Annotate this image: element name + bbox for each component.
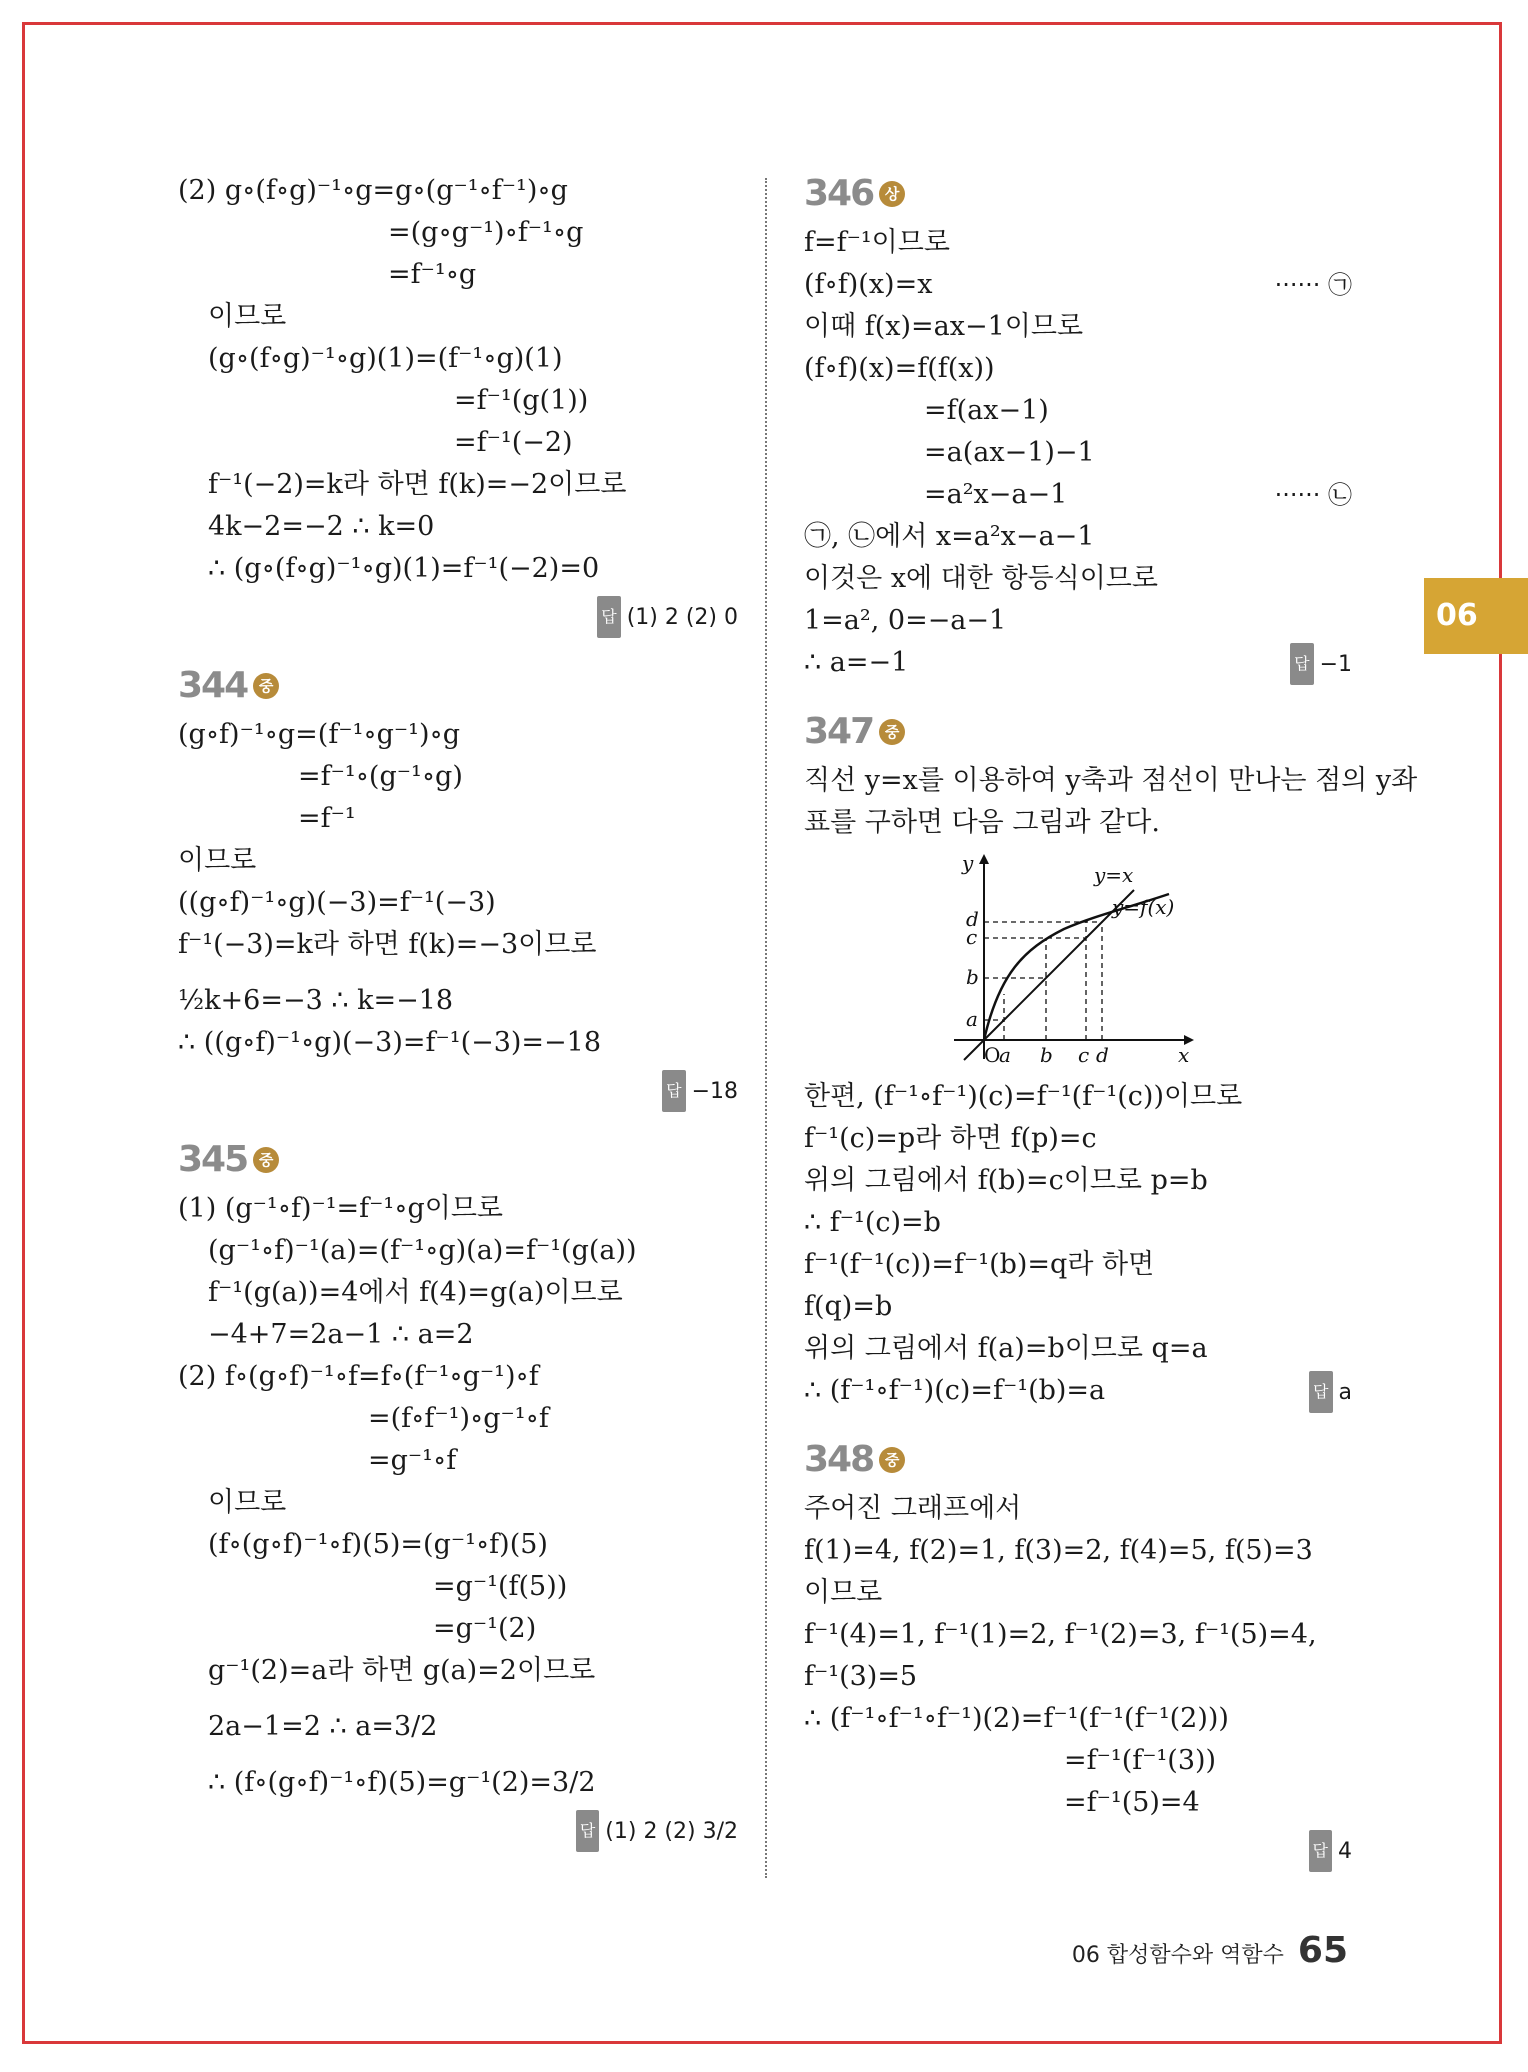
curve-label: y=f(x) <box>1112 895 1175 919</box>
solution-line: f⁻¹(g(a))=4에서 f(4)=g(a)이므로 <box>208 1277 623 1308</box>
solution-line: 직선 y=x를 이용하여 y축과 점선이 만나는 점의 y좌 <box>804 765 1418 796</box>
answer-343: 답 (1) 2 (2) 0 <box>178 596 738 638</box>
equation-mark: ······ ㉡ <box>1274 481 1352 509</box>
solution-line: (g∘(f∘g)⁻¹∘g)(1)=(f⁻¹∘g)(1) <box>208 343 563 374</box>
solution-line: f⁻¹(f⁻¹(c))=f⁻¹(b)=q라 하면 <box>804 1249 1155 1280</box>
chapter-title: 06 합성함수와 역함수 <box>1071 1943 1284 1968</box>
solution-line: =f⁻¹(5)=4 <box>1064 1787 1200 1818</box>
level-badge: 중 <box>879 1447 905 1473</box>
problem-number-348: 348 중 <box>804 1436 1352 1484</box>
solution-line: ∴ (f∘(g∘f)⁻¹∘f)(5)=g⁻¹(2)=3/2 <box>208 1767 596 1798</box>
solution-line: 이때 f(x)=ax−1이므로 <box>804 311 1084 342</box>
solution-line: =g⁻¹∘f <box>368 1445 457 1476</box>
answer-tag: 답 <box>1309 1830 1332 1872</box>
page-number: 65 <box>1297 1930 1348 1971</box>
solution-line: 이므로 <box>208 301 287 332</box>
y-axis-label: y <box>962 854 974 875</box>
solution-line: ½k+6=−3 ∴ k=−18 <box>178 985 454 1016</box>
solution-line: =g⁻¹(2) <box>433 1613 537 1644</box>
problem-number-344: 344 중 <box>178 662 738 710</box>
level-badge: 상 <box>879 181 905 207</box>
solution-line: =f⁻¹(g(1)) <box>454 385 589 416</box>
solution-line: f⁻¹(3)=5 <box>804 1661 918 1692</box>
chapter-tab[interactable]: 06 <box>1424 578 1528 654</box>
solution-line: g⁻¹(2)=a라 하면 g(a)=2이므로 <box>208 1655 596 1686</box>
solution-line: f⁻¹(4)=1, f⁻¹(1)=2, f⁻¹(2)=3, f⁻¹(5)=4, <box>804 1619 1317 1650</box>
y-tick-b: b <box>966 965 979 989</box>
level-badge: 중 <box>253 673 279 699</box>
answer-tag: 답 <box>576 1810 599 1852</box>
y-tick-d: d <box>966 907 979 931</box>
answer-344: 답 −18 <box>178 1070 738 1112</box>
solution-line: ㉠, ㉡에서 x=a²x−a−1 <box>804 521 1095 552</box>
solution-line: 이므로 <box>178 845 257 876</box>
solution-line: =f⁻¹ <box>298 803 356 834</box>
page-footer <box>1072 1930 1348 1971</box>
level-badge: 중 <box>879 719 905 745</box>
right-column <box>804 170 1418 1872</box>
y-tick-a: a <box>966 1007 978 1031</box>
solution-line: ∴ (g∘(f∘g)⁻¹∘g)(1)=f⁻¹(−2)=0 <box>208 553 600 584</box>
x-tick-c: c <box>1078 1043 1090 1064</box>
problem-number-345: 345 중 <box>178 1136 738 1184</box>
answer-346: 답 −1 <box>1290 642 1352 685</box>
solution-line: =f⁻¹∘g <box>388 259 477 290</box>
solution-line: (f∘f)(x)=x ······ ㉠ <box>804 264 1352 306</box>
solution-line: −4+7=2a−1 ∴ a=2 <box>208 1319 474 1350</box>
answer-tag: 답 <box>597 596 620 638</box>
x-axis-label: x <box>1178 1043 1190 1064</box>
column-divider <box>765 178 767 1878</box>
solution-line: 이므로 <box>208 1487 287 1518</box>
level-badge: 중 <box>253 1147 279 1173</box>
solution-line: =f⁻¹∘(g⁻¹∘g) <box>298 761 463 792</box>
solution-line: ∴ ((g∘f)⁻¹∘g)(−3)=f⁻¹(−3)=−18 <box>178 1027 602 1058</box>
solution-line: =f⁻¹(−2) <box>454 427 573 458</box>
solution-line: ∴ f⁻¹(c)=b <box>804 1207 941 1238</box>
solution-line: f⁻¹(−3)=k라 하면 f(k)=−3이므로 <box>178 929 597 960</box>
solution-line: =f⁻¹(f⁻¹(3)) <box>1064 1745 1217 1776</box>
function-graph <box>944 854 1204 1064</box>
solution-line: (1) (g⁻¹∘f)⁻¹=f⁻¹∘g이므로 <box>178 1193 504 1224</box>
solution-line: 4k−2=−2 ∴ k=0 <box>208 511 435 542</box>
solution-line: ∴ a=−1 답 −1 <box>804 642 1352 684</box>
y-tick-c: c <box>966 925 978 949</box>
solution-line: 주어진 그래프에서 <box>804 1493 1022 1524</box>
solution-line: =g⁻¹(f(5)) <box>433 1571 568 1602</box>
line-y-equals-x <box>964 890 1134 1060</box>
solution-line: 위의 그림에서 f(a)=b이므로 q=a <box>804 1333 1208 1364</box>
solution-line: (f∘(g∘f)⁻¹∘f)(5)=(g⁻¹∘f)(5) <box>208 1529 548 1560</box>
solution-line: f=f⁻¹이므로 <box>804 227 950 258</box>
solution-line: =a(ax−1)−1 <box>924 437 1095 468</box>
solution-line: =(g∘g⁻¹)∘f⁻¹∘g <box>388 217 584 248</box>
solution-line: 한편, (f⁻¹∘f⁻¹)(c)=f⁻¹(f⁻¹(c))이므로 <box>804 1081 1243 1112</box>
solution-line: 이므로 <box>804 1577 883 1608</box>
solution-line: ∴ (f⁻¹∘f⁻¹)(c)=f⁻¹(b)=a 답 a <box>804 1370 1352 1412</box>
solution-line: 1=a², 0=−a−1 <box>804 605 1007 636</box>
solution-line: (2) g∘(f∘g)⁻¹∘g=g∘(g⁻¹∘f⁻¹)∘g <box>178 175 568 206</box>
solution-line: (g⁻¹∘f)⁻¹(a)=(f⁻¹∘g)(a)=f⁻¹(g(a)) <box>208 1235 637 1266</box>
solution-line: f(1)=4, f(2)=1, f(3)=2, f(4)=5, f(5)=3 <box>804 1535 1313 1566</box>
solution-line: f⁻¹(−2)=k라 하면 f(k)=−2이므로 <box>208 469 627 500</box>
solution-line: f⁻¹(c)=p라 하면 f(p)=c <box>804 1123 1097 1154</box>
solution-line: 표를 구하면 다음 그림과 같다. <box>804 807 1160 838</box>
solution-line: f(q)=b <box>804 1291 893 1322</box>
answer-tag: 답 <box>662 1070 685 1112</box>
solution-line: 위의 그림에서 f(b)=c이므로 p=b <box>804 1165 1208 1196</box>
left-column <box>178 170 738 1852</box>
solution-line: (f∘f)(x)=f(f(x)) <box>804 353 995 384</box>
solution-line: =(f∘f⁻¹)∘g⁻¹∘f <box>368 1403 549 1434</box>
x-tick-d: d <box>1096 1043 1109 1064</box>
solution-line: 이것은 x에 대한 항등식이므로 <box>804 563 1158 594</box>
solution-line: =f(ax−1) <box>924 395 1049 426</box>
x-tick-a: a <box>999 1043 1011 1064</box>
solution-line: =a²x−a−1 ······ ㉡ <box>804 474 1352 516</box>
answer-348: 답 4 <box>804 1830 1352 1872</box>
solution-line: ((g∘f)⁻¹∘g)(−3)=f⁻¹(−3) <box>178 887 496 918</box>
line-label: y=x <box>1094 863 1134 887</box>
x-tick-b: b <box>1040 1043 1053 1064</box>
solution-line: (g∘f)⁻¹∘g=(f⁻¹∘g⁻¹)∘g <box>178 719 461 750</box>
solution-line: ∴ (f⁻¹∘f⁻¹∘f⁻¹)(2)=f⁻¹(f⁻¹(f⁻¹(2))) <box>804 1703 1229 1734</box>
equation-mark: ······ ㉠ <box>1274 271 1352 299</box>
solution-line: 2a−1=2 ∴ a=3/2 <box>208 1711 438 1742</box>
problem-number-347: 347 중 <box>804 708 1352 756</box>
problem-number-346: 346 상 <box>804 170 1352 218</box>
y-axis-arrow-icon <box>979 854 989 864</box>
solution-line: (2) f∘(g∘f)⁻¹∘f=f∘(f⁻¹∘g⁻¹)∘f <box>178 1361 539 1392</box>
answer-347: 답 a <box>1309 1370 1352 1413</box>
origin-label: O <box>984 1043 1001 1064</box>
answer-345: 답 (1) 2 (2) 3/2 <box>178 1810 738 1852</box>
